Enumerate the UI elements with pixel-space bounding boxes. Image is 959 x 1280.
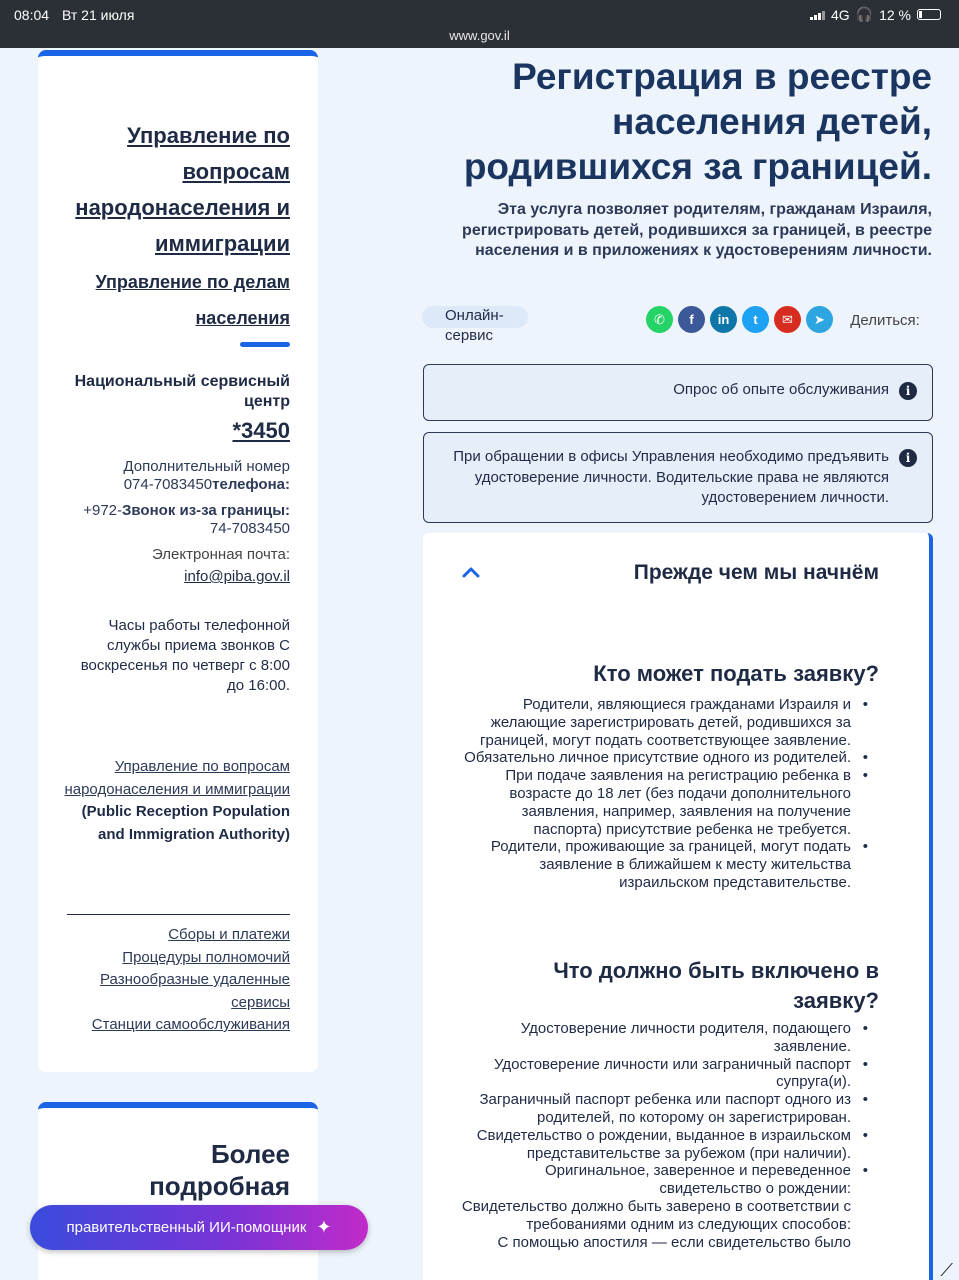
survey-box[interactable] bbox=[423, 364, 933, 421]
signal-icon bbox=[810, 10, 825, 20]
info-icon: i bbox=[899, 382, 917, 400]
linkedin-icon[interactable]: in bbox=[710, 306, 737, 333]
list-item: При подаче заявления на регистрацию ребенка в возрасте до 18 лет (без подачи дополнительного заявления, например, заявления на получение паспорта) присутствие ребенка не требуется. • bbox=[451, 767, 851, 838]
authority-en: (Public Reception Population and Immigration Authority) bbox=[81, 803, 290, 843]
org-title-link[interactable]: Управление по вопросам народонаселения и иммиграции bbox=[75, 123, 290, 256]
what-title: Что должно быть включено в заявку? bbox=[553, 958, 879, 1013]
ai-assistant-button[interactable] bbox=[30, 1205, 368, 1250]
hours-text: Часы работы телефонной службы приема звонков С воскресенья по четверг с 8:00 до 16:00. bbox=[80, 617, 290, 694]
list-item: Оригинальное, заверенное и переведенное свидетельство о рождении: • bbox=[451, 1162, 851, 1198]
network-label: 4G bbox=[830, 6, 850, 23]
list-item: Удостоверение личности родителя, подающего заявление. • bbox=[451, 1020, 851, 1056]
who-list bbox=[451, 696, 851, 892]
battery-label: 12 % bbox=[879, 6, 911, 23]
list-item: Обязательно личное присутствие одного из родителей. • bbox=[451, 749, 851, 767]
list-item: Родители, проживающие за границей, могут подать заявление в ближайшем к месту жительства израильском представительстве. • bbox=[451, 838, 851, 891]
authority-block bbox=[60, 756, 290, 846]
additional-label-1: Дополнительный номер bbox=[123, 458, 290, 475]
status-right bbox=[810, 6, 941, 23]
link-remote-services[interactable]: Разнообразные удаленные сервисы bbox=[100, 971, 290, 1011]
ai-assistant-label: правительственный ИИ-помощник bbox=[66, 1219, 307, 1236]
twitter-icon[interactable]: t bbox=[742, 306, 769, 333]
who-title: Кто может подать заявку? bbox=[593, 661, 879, 686]
panel-title[interactable]: Прежде чем мы начнём bbox=[633, 561, 879, 584]
notice-box bbox=[423, 432, 933, 523]
before-we-start-panel bbox=[423, 533, 933, 1280]
telegram-icon[interactable]: ➤ bbox=[806, 306, 833, 333]
status-date: Вт 21 июля bbox=[62, 7, 135, 23]
email-icon[interactable]: ✉ bbox=[774, 306, 801, 333]
page-title: Регистрация в реестре населения детей, родившихся за границей. bbox=[463, 56, 932, 187]
battery-icon bbox=[917, 9, 941, 20]
list-item: Свидетельство о рождении, выданное в израильском представительстве за рубежом (при наличии). • bbox=[451, 1127, 851, 1163]
headphones-icon: 🎧 bbox=[855, 6, 874, 22]
link-fees[interactable]: Сборы и платежи bbox=[168, 926, 290, 943]
service-center-label: Национальный сервисный центр bbox=[74, 373, 290, 410]
share-label: Делиться: bbox=[840, 306, 930, 336]
authority-link[interactable]: Управление по вопросам народонаселения и иммиграции bbox=[64, 758, 290, 798]
online-service-badge bbox=[422, 306, 528, 344]
email-link[interactable]: info@piba.gov.il bbox=[184, 568, 290, 585]
abroad-phone bbox=[50, 502, 290, 538]
what-list bbox=[451, 1020, 851, 1251]
list-item: Родители, являющиеся гражданами Израиля и желающие зарегистрировать детей, родившихся за границей, могут подать соответствующее заявление. • bbox=[451, 696, 851, 749]
additional-label-2: телефона: bbox=[212, 476, 290, 493]
sidebar-card bbox=[38, 50, 318, 1072]
info-icon: i bbox=[899, 449, 917, 467]
share-icons bbox=[646, 306, 833, 333]
chevron-up-icon[interactable] bbox=[461, 563, 481, 583]
status-bar bbox=[0, 0, 959, 48]
notice-text: При обращении в офисы Управления необходимо предъявить удостоверение личности. Водительские права не являются удостоверением личности. bbox=[453, 448, 889, 506]
abroad-prefix: +972- bbox=[83, 502, 123, 519]
more-info-card bbox=[38, 1102, 318, 1280]
facebook-icon[interactable]: f bbox=[678, 306, 705, 333]
more-info-title: Более подробная bbox=[149, 1139, 290, 1201]
whatsapp-icon[interactable]: ✆ bbox=[646, 306, 673, 333]
survey-text: Опрос об опыте обслуживания bbox=[673, 381, 889, 398]
list-item: С помощью апостиля — если свидетельство было bbox=[497, 1233, 851, 1251]
resize-handle-icon: ⟋ bbox=[940, 1260, 953, 1280]
sidebar-divider bbox=[67, 914, 290, 915]
address-bar[interactable]: www.gov.il bbox=[449, 28, 510, 43]
abroad-number: 74-7083450 bbox=[209, 520, 290, 537]
list-item: Заграничный паспорт ребенка или паспорт одного из родителей, по которому он зарегистрирован. • bbox=[451, 1091, 851, 1127]
sidebar-links bbox=[50, 924, 290, 1037]
sparkle-icon: ✦ bbox=[316, 1217, 332, 1237]
online-service-label: Онлайн-сервис bbox=[445, 307, 504, 344]
page-description: Эта услуга позволяет родителям, гражданам Израиля, регистрировать детей, родившихся за границей, в реестре населения и в приложениях к удостоверениям личности. bbox=[462, 201, 932, 259]
link-self-service[interactable]: Станции самообслуживания bbox=[91, 1016, 290, 1033]
email-label: Электронная почта: bbox=[151, 546, 290, 563]
org-sub-link[interactable]: Управление по делам населения bbox=[95, 272, 290, 328]
additional-number: 074-7083450 bbox=[123, 476, 213, 493]
list-item: Удостоверение личности или заграничный паспорт супруга(и). • bbox=[451, 1056, 851, 1092]
link-procedures[interactable]: Процедуры полномочий bbox=[122, 948, 290, 966]
additional-phone bbox=[50, 458, 290, 494]
accent-bar bbox=[240, 342, 290, 347]
status-time: 08:04 bbox=[14, 7, 50, 23]
abroad-label: Звонок из-за границы: bbox=[122, 502, 290, 519]
list-item: Свидетельство должно быть заверено в соответствии с требованиями одним из следующих способов: bbox=[461, 1197, 851, 1233]
service-number-link[interactable]: *3450 bbox=[232, 418, 290, 443]
